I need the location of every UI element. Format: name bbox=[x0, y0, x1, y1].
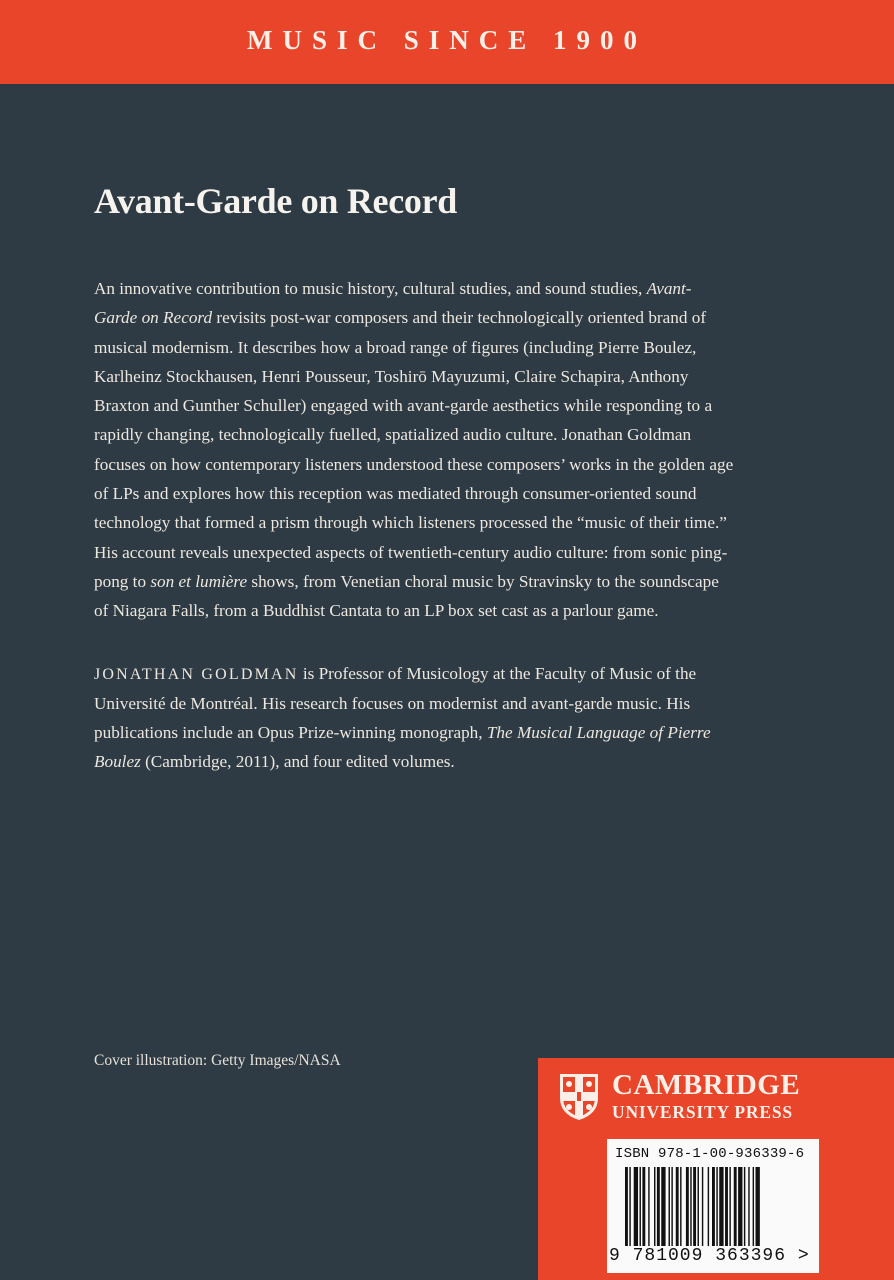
barcode-panel bbox=[607, 1139, 819, 1273]
series-title: MUSIC SINCE 1900 bbox=[246, 24, 648, 55]
university-crest-icon bbox=[558, 1072, 600, 1122]
description-italic-phrase: son et lumière bbox=[150, 571, 248, 591]
author-name: JONATHAN GOLDMAN bbox=[94, 665, 299, 683]
publisher-name bbox=[612, 1070, 800, 1122]
barcode-digits: 9 781009 363396 > bbox=[609, 1246, 810, 1266]
bio-text: is Professor of Musicology at the Faculty of Music of the Université de Montréal. His research focuses on modernist and avant-garde music. His publications include an Opus Prize-winning monograph, bbox=[94, 663, 697, 743]
description-text: revisits post-war composers and their technologically oriented brand of musical modernism. It describes how a broad range of figures (including Pierre Boulez, Karlheinz Stockhausen, Henri Pousseur, Toshirō Mayuzumi, Claire Schapira, Anthony Braxton and Gunther Schuller) engaged with avant-garde aesthetics while responding to a rapidly changing, technologically fuelled, spatialized audio culture. Jonathan Goldman focuses on how contemporary listeners understood these composers’ works in the golden age of LPs and explores how this reception was mediated through consumer-oriented sound technology that formed a prism through which listeners processed the “music of their time.” His account reveals unexpected aspects of twentieth-century audio culture: from sonic ping-pong to bbox=[94, 308, 734, 591]
description-book-title: Avant-Garde on Record bbox=[94, 279, 692, 328]
author-bio bbox=[94, 659, 734, 777]
barcode-icon bbox=[625, 1167, 805, 1251]
book-title: Avant-Garde on Record bbox=[94, 181, 457, 221]
bio-text: (Cambridge, 2011), and four edited volumes. bbox=[140, 752, 455, 772]
isbn-label: ISBN 978-1-00-936339-6 bbox=[615, 1146, 805, 1162]
publisher-box bbox=[538, 1058, 894, 1280]
publisher-line-1: CAMBRIDGE bbox=[612, 1069, 801, 1101]
book-description bbox=[94, 274, 734, 626]
series-band bbox=[0, 0, 894, 84]
description-text: shows, from Venetian choral music by Stravinsky to the soundscape of Niagara Falls, from a Buddhist Cantata to an LP box set cast as a parlour game. bbox=[94, 571, 719, 621]
back-cover-content bbox=[94, 180, 734, 777]
description-text: An innovative contribution to music history, cultural studies, and sound studies, bbox=[94, 279, 647, 298]
publisher-line-2: UNIVERSITY PRESS bbox=[612, 1102, 793, 1122]
cover-credit: Cover illustration: Getty Images/NASA bbox=[94, 1052, 341, 1069]
bio-book-title: The Musical Language of Pierre Boulez bbox=[94, 723, 711, 772]
